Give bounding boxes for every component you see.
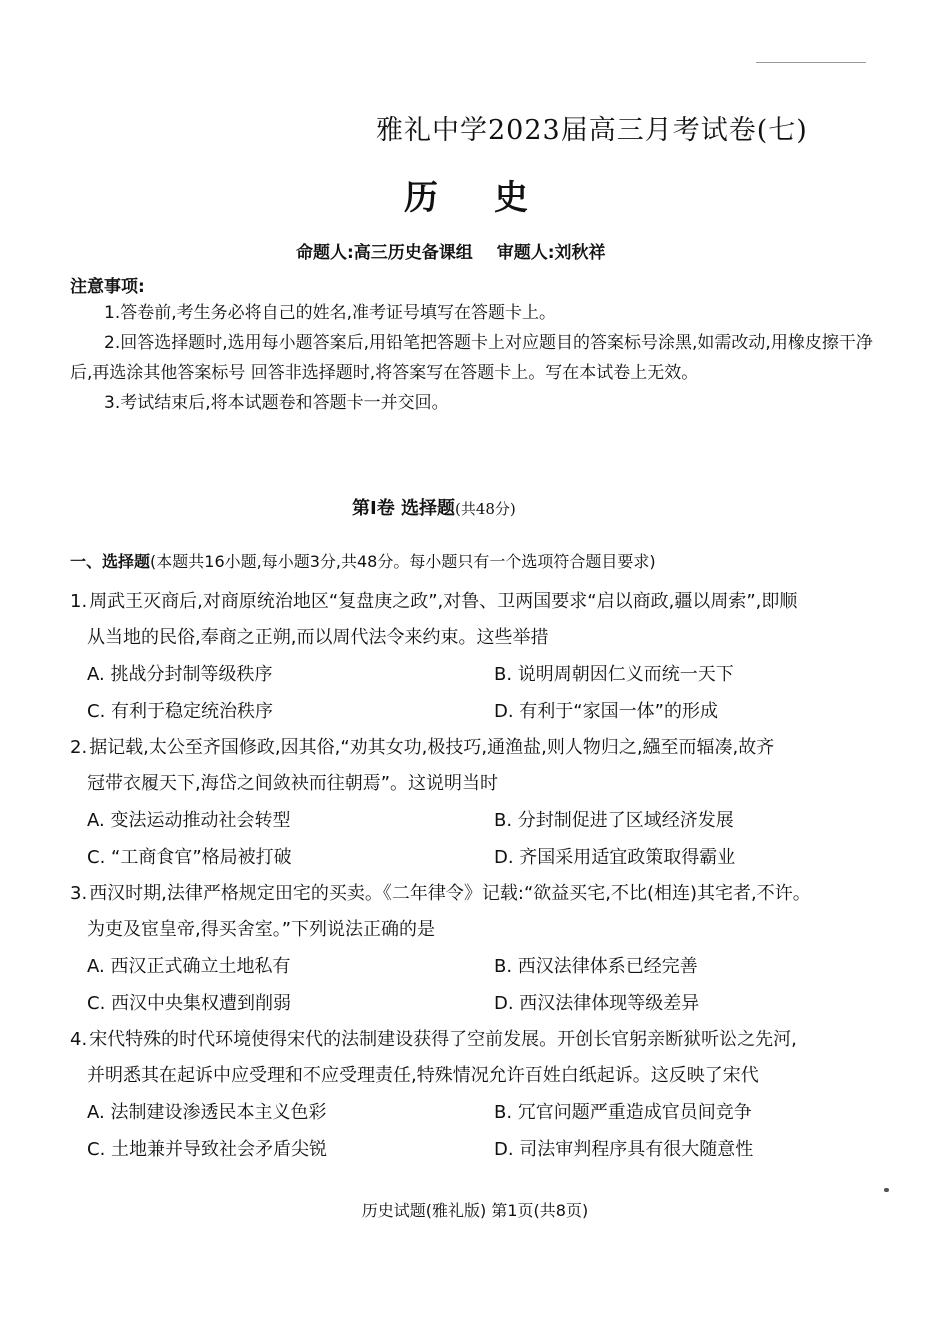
option-a: A. 挑战分封制等级秩序: [87, 664, 273, 685]
option-c: C. “工商食官”格局被打破: [87, 847, 292, 868]
option-c: C. 土地兼并导致社会矛盾尖锐: [87, 1139, 328, 1160]
question-text: 周武王灭商后,对商原统治地区“复盘庚之政”,对鲁、卫两国要求“启以商政,疆以周索”,即顺: [89, 591, 798, 612]
question: [70, 730, 890, 876]
question: [70, 584, 890, 730]
option-grid: [70, 948, 890, 1022]
question-stem: [70, 584, 890, 656]
part-heading: [70, 549, 656, 572]
top-rule: [756, 62, 866, 63]
option-grid: [70, 802, 890, 876]
reviewer: 审题人:刘秋祥: [496, 243, 606, 263]
option-b: B. 冗官问题严重造成官员间竞争: [494, 1102, 752, 1123]
section-title: [352, 494, 516, 520]
option-d: D. 有利于“家国一体”的形成: [494, 701, 718, 722]
section-title-sub: (共48分): [454, 500, 516, 518]
notice-item: 1.答卷前,考生务必将自己的姓名,准考证号填写在答题卡上。: [104, 303, 557, 323]
option-b: B. 西汉法律体系已经完善: [494, 956, 698, 977]
question-stem: [70, 1022, 890, 1094]
question-stem: [70, 876, 890, 948]
notice-item: 3.考试结束后,将本试题卷和答题卡一并交回。: [104, 393, 449, 413]
part-title: 一、选择题: [70, 552, 151, 571]
question-text: 据记载,太公至齐国修政,因其俗,“劝其女功,极技巧,通渔盐,则人物归之,繦至而辐凑,故齐: [89, 737, 775, 758]
question-text: 宋代特殊的时代环境使得宋代的法制建设获得了空前发展。开创长官躬亲断狱听讼之先河,: [89, 1029, 797, 1050]
question-number: 2.: [70, 737, 88, 758]
section-title-main: 第Ⅰ卷 选择题: [352, 498, 455, 519]
question-text: 西汉时期,法律严格规定田宅的买卖。《二年律令》记载:“欲益买宅,不比(相连)其宅者,不许。: [89, 883, 811, 904]
option-b: B. 分封制促进了区域经济发展: [494, 810, 734, 831]
option-c: C. 西汉中央集权遭到削弱: [87, 993, 292, 1014]
question-text-cont: 为吏及宦皇帝,得买舍室。”下列说法正确的是: [87, 919, 436, 940]
notice-list: [70, 298, 878, 418]
option-a: A. 法制建设渗透民本主义色彩: [87, 1102, 327, 1123]
question-list: [70, 584, 890, 1168]
question: [70, 1022, 890, 1168]
page-footer: 历史试题(雅礼版) 第1页(共8页): [361, 1201, 589, 1220]
question-stem: [70, 730, 890, 802]
question: [70, 876, 890, 1022]
option-d: D. 司法审判程序具有很大随意性: [494, 1139, 754, 1160]
question-text-cont: 并明悉其在起诉中应受理和不应受理责任,特殊情况允许百姓白纸起诉。这反映了宋代: [87, 1065, 759, 1086]
question-text-cont: 从当地的民俗,奉商之正朔,而以周代法令来约束。这些举措: [87, 627, 549, 648]
option-grid: [70, 656, 890, 730]
question-number: 1.: [70, 591, 88, 612]
part-description: (本题共16小题,每小题3分,共48分。每小题只有一个选项符合题目要求): [150, 552, 656, 571]
setter: 命题人:高三历史备课组: [296, 243, 473, 263]
option-grid: [70, 1094, 890, 1168]
notice-heading: 注意事项:: [70, 277, 145, 297]
option-b: B. 说明周朝因仁义而统一天下: [494, 664, 734, 685]
option-a: A. 变法运动推动社会转型: [87, 810, 291, 831]
scan-speck: [884, 1188, 889, 1192]
option-a: A. 西汉正式确立土地私有: [87, 956, 291, 977]
question-text-cont: 冠带衣履天下,海岱之间敛袂而往朝焉”。这说明当时: [87, 773, 499, 794]
notice-item: 2.回答选择题时,选用每小题答案后,用铅笔把答题卡上对应题目的答案标号涂黑,如需改动,用橡皮擦干净后,再选涂其他答案标号 回答非选择题时,将答案写在答题卡上。写在本试卷上无效。: [70, 333, 873, 383]
exam-title: 雅礼中学2023届高三月考试卷(七): [376, 115, 808, 146]
question-number: 4.: [70, 1029, 88, 1050]
option-c: C. 有利于稳定统治秩序: [87, 701, 274, 722]
option-d: D. 齐国采用适宜政策取得霸业: [494, 847, 736, 868]
option-d: D. 西汉法律体现等级差异: [494, 993, 700, 1014]
author-line: [296, 238, 606, 263]
question-number: 3.: [70, 883, 88, 904]
subject-title: 历史: [404, 178, 584, 218]
